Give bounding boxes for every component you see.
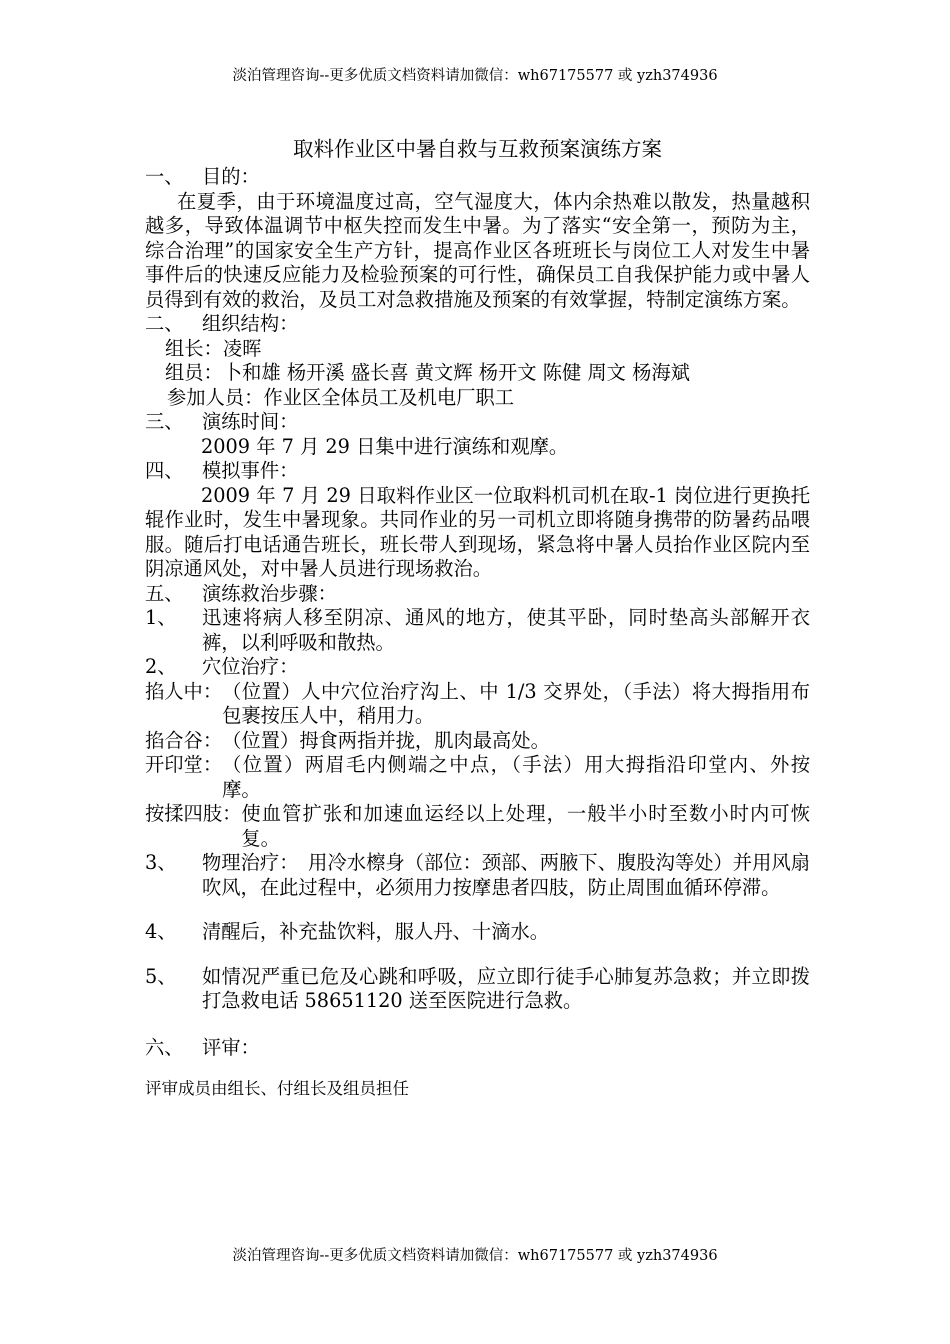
page-footer: 淡泊管理咨询--更多优质文档资料请加微信：wh67175577 或 yzh374936 bbox=[232, 1248, 718, 1264]
document-title: 取料作业区中暑自救与互救预案演练方案 bbox=[293, 137, 662, 161]
section-number: 一、 bbox=[145, 165, 184, 188]
limb-massage bbox=[145, 802, 810, 851]
step-number: 4、 bbox=[145, 920, 177, 943]
rescue-step-5 bbox=[145, 965, 810, 1014]
rescue-step-1 bbox=[145, 606, 810, 655]
review-text: 评审成员由组长、付组长及组员担任 bbox=[145, 1079, 409, 1098]
section-organization-heading bbox=[145, 312, 810, 337]
section-heading: 演练救治步骤： bbox=[202, 581, 337, 605]
spacer bbox=[145, 900, 810, 920]
term-text: （位置）人中穴位治疗沟上、中 1/3 交界处，（手法）将大拇指用布包裹按压人中，稍用力。 bbox=[222, 679, 810, 727]
section-simulated-event-heading bbox=[145, 459, 810, 484]
term-label: 掐合谷： bbox=[145, 728, 223, 752]
spacer bbox=[145, 1014, 810, 1036]
drill-time-text: 2009 年 7 月 29 日集中进行演练和观摩。 bbox=[201, 434, 569, 458]
team-leader: 组长：凌晖 bbox=[165, 336, 262, 360]
term-label: 按揉四肢： bbox=[145, 802, 242, 825]
term-text: （位置）两眉毛内侧端之中点，（手法）用大拇指沿印堂内、外按摩。 bbox=[222, 753, 810, 801]
step-number: 1、 bbox=[145, 606, 177, 629]
rescue-step-2 bbox=[145, 655, 810, 680]
document-body bbox=[145, 136, 810, 1100]
section-heading: 模拟事件： bbox=[202, 459, 299, 482]
section-heading: 演练时间： bbox=[202, 410, 299, 433]
term-text: （位置）拇食两指并拢，肌肉最高处。 bbox=[222, 728, 550, 752]
section-number: 五、 bbox=[145, 581, 184, 605]
participants: 参加人员：作业区全体员工及机电厂职工 bbox=[167, 385, 515, 409]
section-review-heading bbox=[145, 1036, 810, 1061]
section-number: 二、 bbox=[145, 312, 184, 335]
section-purpose-heading bbox=[145, 165, 810, 190]
section-heading: 组织结构： bbox=[202, 312, 299, 335]
rescue-step-3 bbox=[145, 851, 810, 900]
term-text: 使血管扩张和加速血运经以上处理，一般半小时至数小时内可恢复。 bbox=[241, 802, 810, 850]
purpose-paragraph: 在夏季，由于环境温度过高，空气湿度大，体内余热难以散发，热量越积越多，导致体温调节中枢失控而发生中暑。为了落实“安全第一，预防为主，综合治理”的国家安全生产方针，提高作业区各班班长与岗位工人对发生中暑事件后的快速反应能力及检验预案的可行性，确保员工自我保护能力或中暑人员得到有效的救治，及员工对急救措施及预案的有效掌握，特制定演练方案。 bbox=[145, 189, 810, 311]
spacer bbox=[145, 945, 810, 965]
step-text: 穴位治疗： bbox=[202, 655, 299, 678]
rescue-step-4 bbox=[145, 920, 810, 945]
step-text: 清醒后，补充盐饮料，服人丹、十滴水。 bbox=[202, 920, 550, 943]
section-drill-time-heading bbox=[145, 410, 810, 435]
simulated-event-paragraph: 2009 年 7 月 29 日取料作业区一位取料机司机在取-1 岗位进行更换托辊作业时，发生中暑现象。共同作业的另一司机立即将随身携带的防暑药品喂服。随后打电话通告班长，班长带人到现场，紧急将中暑人员抬作业区院内至阴凉通风处，对中暑人员进行现场救治。 bbox=[145, 483, 810, 580]
step-number: 3、 bbox=[145, 851, 177, 874]
acupoint-renzhong bbox=[145, 680, 810, 729]
section-heading: 目的： bbox=[202, 165, 260, 188]
section-heading: 评审： bbox=[202, 1035, 260, 1059]
step-text: 物理治疗： 用冷水檫身（部位：颈部、两腋下、腹股沟等处）并用风扇吹风，在此过程中，必须用力按摩患者四肢，防止周围血循环停滞。 bbox=[202, 851, 810, 899]
section-number: 六、 bbox=[145, 1035, 184, 1059]
term-label: 开印堂： bbox=[145, 753, 223, 776]
page-header: 淡泊管理咨询--更多优质文档资料请加微信：wh67175577 或 yzh374936 bbox=[232, 68, 718, 84]
step-number: 5、 bbox=[145, 964, 177, 988]
step-text: 如情况严重已危及心跳和呼吸，应立即行徒手心肺复苏急救；并立即拨打急救电话 58651120 送至医院进行急救。 bbox=[202, 964, 810, 1012]
team-members: 组员：卜和雄 杨开溪 盛长喜 黄文辉 杨开文 陈健 周文 杨海斌 bbox=[165, 361, 690, 384]
spacer bbox=[145, 1060, 810, 1078]
section-number: 四、 bbox=[145, 459, 184, 482]
acupoint-yintang bbox=[145, 753, 810, 802]
section-rescue-steps-heading bbox=[145, 582, 810, 607]
step-number: 2、 bbox=[145, 655, 177, 678]
term-label: 掐人中： bbox=[145, 679, 223, 703]
acupoint-hegu bbox=[145, 729, 810, 754]
step-text: 迅速将病人移至阴凉、通风的地方，使其平卧，同时垫高头部解开衣裤，以利呼吸和散热。 bbox=[202, 606, 810, 654]
section-number: 三、 bbox=[145, 410, 184, 433]
